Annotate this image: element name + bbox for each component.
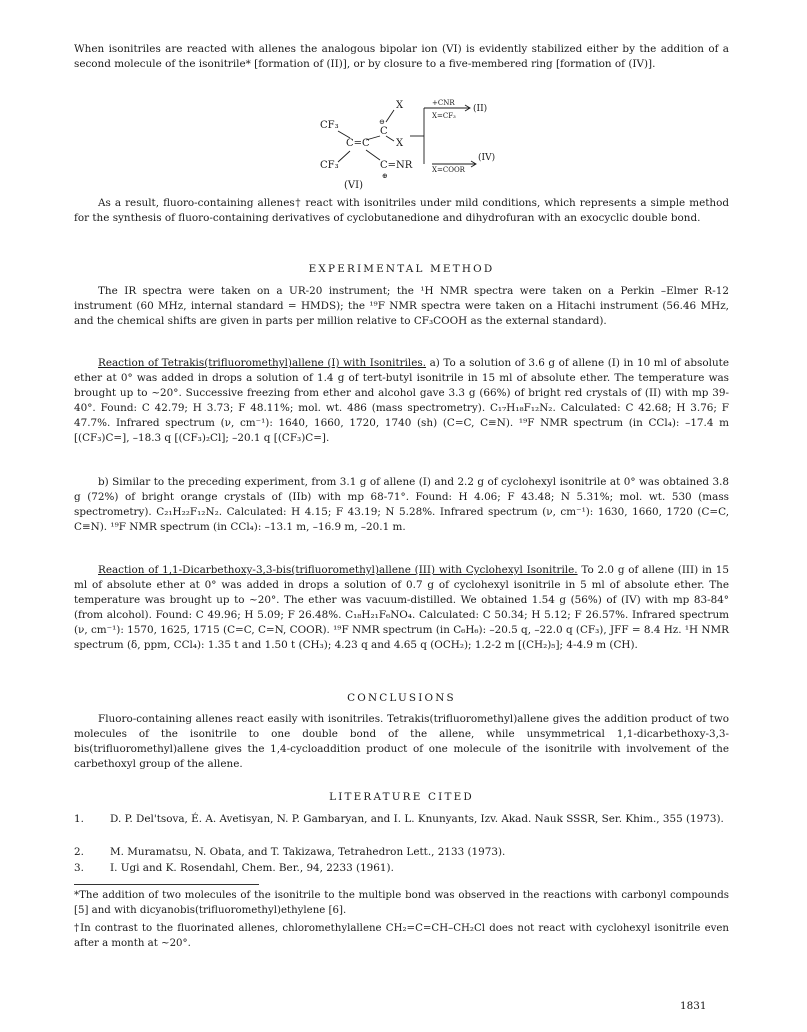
reaction-2-title: Reaction of 1,1-Dicarbethoxy-3,3-bis(trifluoromethyl)allene (III) with Cyclohexyl Isonitrile.: [98, 564, 578, 576]
reference-text: M. Muramatsu, N. Obata, and T. Takizawa, Tetrahedron Lett., 2133 (1973).: [110, 846, 506, 858]
reaction-1-paragraph: [74, 356, 729, 446]
reference-text: I. Ugi and K. Rosendahl, Chem. Ber., 94, 2233 (1961).: [110, 862, 394, 874]
reference-number: 3.: [74, 862, 84, 874]
literature-heading: LITERATURE CITED: [329, 791, 474, 803]
scheme-cf3-lower: CF₃: [320, 160, 339, 171]
reaction-1-title: Reaction of Tetrakis(trifluoromethyl)allene (I) with Isonitriles.: [98, 357, 427, 369]
footnote-dagger: †In contrast to the fluorinated allenes, chloromethylallene CH₂=C=CH–CH₂Cl does not react with cyclohexyl isonitrile even after a month at ~20°.: [74, 923, 729, 949]
reaction-scheme: [300, 96, 520, 190]
scheme-arrow1-bottom: X=CF₃: [432, 112, 456, 120]
scheme-arrow2-bottom: X=COOR: [432, 166, 465, 174]
scheme-cf3-upper: CF₃: [320, 120, 339, 131]
reference-text: D. P. Del'tsova, É. A. Avetisyan, N. P. Gambaryan, and I. L. Knunyants, Izv. Akad. Nauk SSSR, Ser. Khim., 355 (1973).: [110, 813, 724, 825]
scheme-minus: ⊖: [379, 118, 385, 126]
reference-item: [74, 812, 729, 842]
reaction-2-body: To 2.0 g of allene (III) in 15 ml of absolute ether at 0° was added in drops a solution of 0.7 g of cyclohexyl isonitrile in 5 ml of absolute ether. The temperature was brought up to ~20°. The ether was vacuum-distilled. We obtained 1.54 g (56%) of (IV) with mp 83-84° (from alcohol). Found: C 49.96; H 5.09; F 26.48%. C₁₈H₂₁F₆NO₄. Calculated: C 50.34; H 5.12; F 26.57%. Infrared spectrum (ν, cm⁻¹): 1570, 1625, 1715 (C=C, C=N, COOR). ¹⁹F NMR spectrum (in C₆H₆): –20.5 q, –22.0 q (CF₃), JFF = 8.4 Hz. ¹H NMR spectrum (δ, ppm, CCl₄): 1.35 t and 1.50 t (CH₃); 4.23 q and 4.65 q (OCH₂); 1.2-2 m [(CH₂)₅]; 4-4.9 m (CH).: [74, 564, 729, 651]
page-number: 1831: [680, 1000, 707, 1012]
scheme-cc: C=C: [346, 138, 370, 149]
conclusions-heading: CONCLUSIONS: [347, 692, 456, 704]
footnote-asterisk: *The addition of two molecules of the isonitrile to the multiple bond was observed in the reactions with carbonyl compounds [5] and with dicyanobis(trifluoromethyl)ethylene [6].: [74, 890, 729, 916]
intro-paragraph: When isonitriles are reacted with allenes the analogous bipolar ion (VI) is evidently stabilized either by the addition of a second molecule of the isonitrile* [formation of (II)], or by closure to a five-membered ring [formation of (IV)].: [74, 43, 729, 70]
scheme-cnr: C=NR: [380, 160, 413, 171]
scheme-plus: ⊕: [382, 172, 388, 180]
scheme-carbanion: C: [380, 126, 388, 137]
scheme-label-vi: (VI): [344, 180, 363, 190]
reference-number: 2.: [74, 846, 84, 858]
scheme-x-top: X: [396, 100, 404, 111]
footnote-divider: [74, 884, 259, 885]
result-paragraph: As a result, fluoro-containing allenes† react with isonitriles under mild conditions, which represents a simple method for the synthesis of fluoro-containing derivatives of cyclobutanedione and dihydrofuran with an exocyclic double bond.: [74, 197, 729, 224]
reference-item: [74, 845, 729, 860]
experimental-heading: EXPERIMENTAL METHOD: [308, 263, 495, 275]
reaction-2-paragraph: [74, 563, 729, 653]
conclusions-paragraph: Fluoro-containing allenes react easily with isonitriles. Tetrakis(trifluoromethyl)allene gives the addition product of two molecules of the isonitrile to one double bond of the allene, while unsymmetrical 1,1-dicarbethoxy-3,3-bis(trifluoromethyl)allene gives the 1,4-cycloaddition product of one molecule of the isonitrile with involvement of the carbethoxyl group of the allene.: [74, 713, 729, 770]
reference-number: 1.: [74, 813, 84, 825]
instruments-paragraph: The IR spectra were taken on a UR-20 instrument; the ¹H NMR spectra were taken on a Perkin –Elmer R-12 instrument (60 MHz, internal standard = HMDS); the ¹⁹F NMR spectra were taken on a Hitachi instrument (56.46 MHz, and the chemical shifts are given in parts per million relative to CF₃COOH as the external standard).: [74, 285, 729, 327]
scheme-arrow2-product: (IV): [478, 153, 496, 163]
reaction-1-body: a) To a solution of 3.6 g of allene (I) in 10 ml of absolute ether at 0° was added in drops a solution of 1.4 g of tert-butyl isonitrile in 15 ml of absolute ether. The temperature was brought up to ~20°. Successive freezing from ether and alcohol gave 3.3 g (66%) of bright red crystals of (II) with mp 39-40°. Found: C 42.79; H 3.73; F 48.11%; mol. wt. 486 (mass spectrometry). C₁₇H₁₈F₁₂N₂. Calculated: C 42.68; H 3.76; F 47.7%. Infrared spectrum (ν, cm⁻¹): 1640, 1660, 1720, 1740 (sh) (C=C, C≡N). ¹⁹F NMR spectrum (in CCl₄): –17.4 m [(CF₃)C=], –18.3 q [(CF₃)₂Cl]; –20.1 q [(CF₃)C=].: [74, 357, 729, 444]
reference-item: [74, 861, 729, 876]
reaction-1b-paragraph: b) Similar to the preceding experiment, from 3.1 g of allene (I) and 2.2 g of cyclohexyl isonitrile at 0° was obtained 3.8 g (72%) of bright orange crystals of (IIb) with mp 68-71°. Found: H 4.06; F 43.48; N 5.31%; mol. wt. 530 (mass spectrometry). C₂₁H₂₂F₁₂N₂. Calculated: H 4.15; F 43.19; N 5.28%. Infrared spectrum (ν, cm⁻¹): 1630, 1660, 1720 (C=C, C≡N). ¹⁹F NMR spectrum (in CCl₄): –13.1 m, –16.9 m, –20.1 m.: [74, 476, 729, 533]
scheme-x-mid: X: [396, 138, 404, 149]
scheme-arrow1-product: (II): [473, 104, 488, 114]
scheme-arrow1-top: +CNR: [432, 99, 455, 107]
